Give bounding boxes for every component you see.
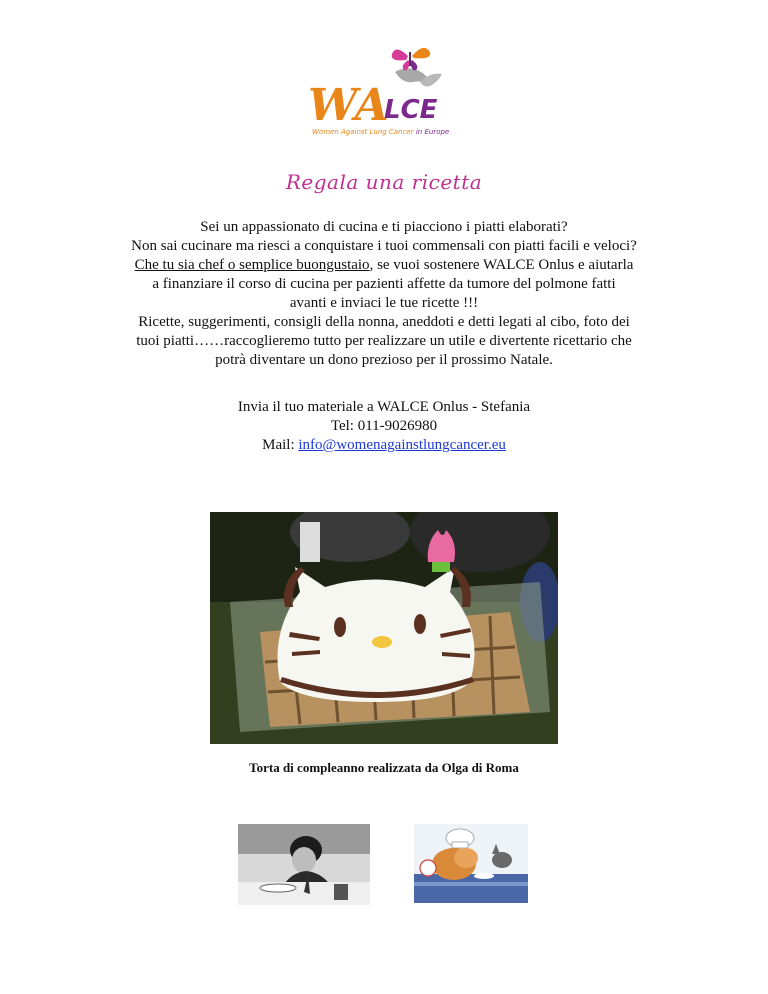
contact-mail-line: Mail: info@womenagainstlungcancer.eu xyxy=(262,437,506,453)
intro-line: potrà diventare un dono prezioso per il prossimo Natale. xyxy=(215,352,553,368)
underlined-phrase: Che tu sia chef o semplice buongustaio xyxy=(134,257,370,273)
intro-line: Non sai cucinare ma riesci a conquistare i tuoi commensali con piatti facili e veloci? xyxy=(131,238,637,254)
intro-line: tuoi piatti……raccoglieremo tutto per realizzare un utile e divertente ricettario che xyxy=(136,333,632,349)
walce-logo xyxy=(300,42,468,140)
eating-man-photo xyxy=(238,824,370,905)
cake-photo xyxy=(210,512,558,744)
intro-line: Che tu sia chef o semplice buongustaio, se vuoi sostenere WALCE Onlus e aiutarla xyxy=(134,257,634,273)
cartoon-chef-image xyxy=(414,824,528,903)
intro-paragraph xyxy=(60,218,708,370)
email-link[interactable]: info@womenagainstlungcancer.eu xyxy=(298,437,506,453)
intro-line: avanti e inviaci le tue ricette !!! xyxy=(289,295,479,311)
intro-line: Ricette, suggerimenti, consigli della nonna, aneddoti e detti legati al cibo, foto dei xyxy=(138,314,630,330)
photo-caption: Torta di compleanno realizzata da Olga di Roma xyxy=(249,760,519,775)
contact-phone: Tel: 011-9026980 xyxy=(330,418,438,434)
butterfly-icon xyxy=(392,48,430,71)
logo-wordmark-lce: LCE xyxy=(384,95,438,125)
intro-line: Sei un appassionato di cucina e ti piacciono i piatti elaborati? xyxy=(200,219,568,235)
intro-line: a finanziare il corso di cucina per pazienti affette da tumore del polmone fatti xyxy=(152,276,616,292)
logo-wordmark-wa: WA xyxy=(308,80,389,131)
page-title: Regala una ricetta xyxy=(285,170,483,194)
logo-tagline: Women Against Lung Cancer in Europe xyxy=(312,128,450,136)
contact-block xyxy=(60,398,708,455)
walce-logo-graphic xyxy=(300,42,468,140)
contact-line: Invia il tuo materiale a WALCE Onlus - Stefania xyxy=(237,399,531,415)
